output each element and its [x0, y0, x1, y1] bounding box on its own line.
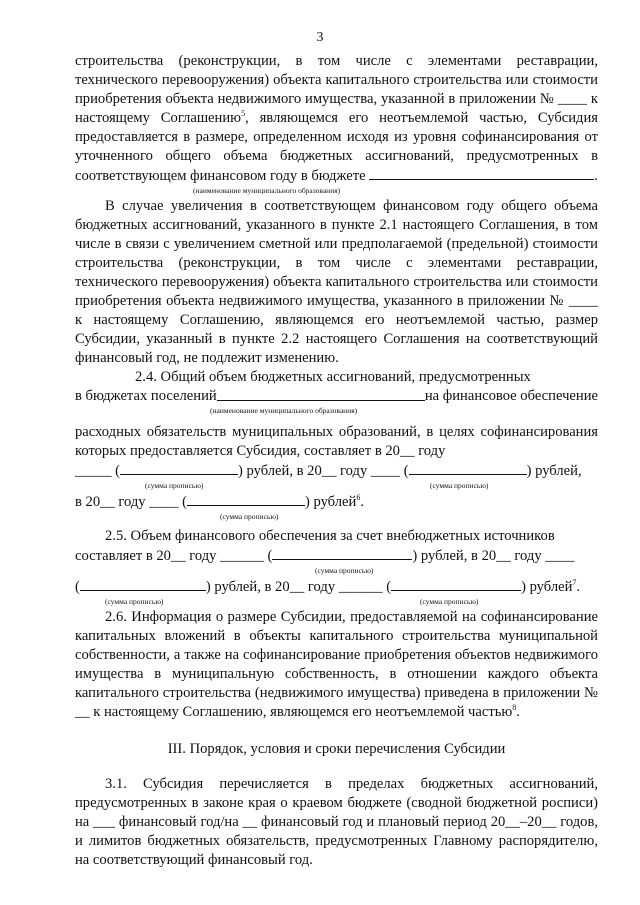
p25-b2: ) рублей, в 20__ году ____	[412, 548, 575, 564]
p25-c4: .	[576, 579, 581, 595]
sum-blank	[409, 461, 527, 475]
paragraph-2-5-line2	[75, 546, 598, 566]
municipality-blank	[369, 166, 594, 180]
settlements-blank	[217, 387, 425, 401]
p24-d3: ) рублей,	[526, 463, 582, 479]
sum-blank	[80, 577, 206, 591]
p24-d2: ) рублей, в 20__ году ____ (	[238, 463, 409, 479]
p26-text: 2.6. Информация о размере Субсидии, предоставляемой на софинансирование капитальных вложений в объекты капитального строительства муниципальной собственности, а также на софинансирование приобретения объектов недвижимого имущества в муниципальную собственность, в отношении каждого объекта капитального строительства (недвижимого имущества) приведена в приложении № __ к настоящему Соглашению, являющемся его неотъемлемой частью	[75, 609, 598, 720]
caption-row	[75, 566, 598, 577]
caption-sum: (сумма прописью)	[105, 597, 164, 606]
p25-c2: ) рублей, в 20__ году ______ (	[205, 579, 392, 595]
paragraph-2-5-line3	[75, 577, 598, 597]
footnote-5: 5	[241, 109, 246, 119]
paragraph-2-4-sums1	[75, 461, 598, 481]
paragraph-increase: В случае увеличения в соответствующем финансовом году общего объема бюджетных ассигнований, указанного в пункте 2.1 настоящего Соглашения, в том числе в связи с увеличением сметной или предполагаемой (предельной) стоимости строительства (реконструкции, в том числе с элементами реставрации, технического перевооружения) объекта капитального строительства или стоимости приобретения объекта недвижимого имущества, указанного в приложении № ____ к настоящему Соглашению, являющемся его неотъемлемой частью, размер Субсидии, указанный в пункте 2.2 настоящего Соглашения на соответствующий финансовый год, не подлежит изменению.	[75, 198, 598, 366]
document-body	[75, 52, 598, 870]
section-heading: III. Порядок, условия и сроки перечисления Субсидии	[167, 741, 506, 757]
p25-c3: ) рублей	[521, 579, 573, 595]
paragraph-2-4-line2	[75, 387, 598, 406]
caption-sum: (сумма прописью)	[315, 566, 374, 575]
period: .	[594, 168, 598, 184]
p25-line1: 2.5. Объем финансового обеспечения за счет внебюджетных источников	[105, 528, 555, 544]
caption-municipality-2: (наименование муниципального образования)	[210, 406, 358, 415]
sum-blank	[120, 461, 238, 475]
p24-e3: .	[360, 494, 364, 510]
p24-text-c: расходных обязательств муниципальных образований, в целях софинансирования которых предоставляется Субсидия, составляет в 20__ году	[75, 424, 598, 459]
p25-b1: составляет в 20__ году ______ (	[75, 548, 273, 564]
sum-blank	[391, 577, 521, 591]
paragraph-2-3	[75, 52, 598, 186]
paragraph-3-1: 3.1. Субсидия перечисляется в пределах бюджетных ассигнований, предусмотренных в законе края о краевом бюджете (сводной бюджетной росписи) на ___ финансовый год/на __ финансовый год и плановый период 20__–20__ годов, и лимитов бюджетных обязательств, предусмотренных Главному распорядителю, на соответствующий финансовый год.	[75, 776, 598, 868]
p24-text-b1: в бюджетах поселений	[75, 388, 217, 404]
caption-row	[75, 597, 598, 608]
paragraph-2-3-text: строительства (реконструкции, в том числе с элементами реставрации, технического перевооружения) объекта капитального строительства или стоимости приобретения объекта недвижимого имущества, указанной в приложении № ____ к настоящему Соглашению	[75, 53, 598, 126]
paragraph-2-4-line1	[75, 368, 598, 387]
p24-e1: в 20__ году ____ (	[75, 494, 187, 510]
caption-sum: (сумма прописью)	[220, 512, 279, 521]
sum-blank	[187, 492, 305, 506]
caption-sum: (сумма прописью)	[430, 481, 489, 490]
p24-text-b2: на финансовое обеспечение	[424, 388, 598, 404]
footnote-8: 8	[512, 703, 517, 713]
paragraph-2-4-sums2	[75, 492, 598, 512]
caption-sum: (сумма прописью)	[420, 597, 479, 606]
p24-d1: _____ (	[75, 463, 120, 479]
paragraph-2-3-text-cont: , являющемся его неотъемлемой частью, Субсидия предоставляется в размере, определенном исходя из уровня софинансирования от уточненного общего объема бюджетных ассигнований, предусмотренных в соответствующем финансовом году в бюджете	[75, 110, 598, 184]
footnote-7: 7	[572, 578, 577, 588]
caption-row	[75, 512, 598, 523]
footnote-6: 6	[356, 493, 361, 503]
sum-blank	[272, 546, 412, 560]
p24-text-a: 2.4. Общий объем бюджетных ассигнований, предусмотренных	[135, 369, 531, 385]
page-number: 3	[316, 30, 324, 45]
p25-c1: (	[75, 579, 80, 595]
caption-row	[75, 406, 598, 417]
caption-row	[75, 481, 598, 492]
caption-sum: (сумма прописью)	[145, 481, 204, 490]
caption-municipality: (наименование муниципального образования)	[193, 186, 341, 195]
caption-row	[75, 186, 598, 197]
p26-end: .	[516, 704, 520, 720]
p24-e2: ) рублей	[304, 494, 357, 510]
paragraph-2-6	[75, 608, 598, 722]
